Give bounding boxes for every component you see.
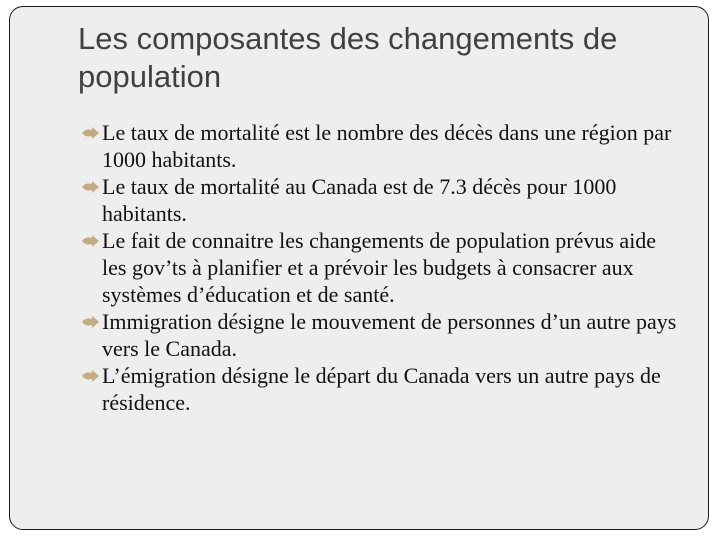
bullet-item bbox=[82, 308, 682, 362]
ornamental-arrow-icon bbox=[82, 127, 99, 139]
ornamental-arrow-icon bbox=[82, 316, 99, 328]
bullet-item bbox=[82, 362, 682, 416]
slide-title: Les composantes des changements de population bbox=[78, 21, 618, 94]
ornamental-arrow-icon bbox=[82, 370, 99, 382]
bullet-text: Immigration désigne le mouvement de personnes d’un autre pays vers le Canada. bbox=[102, 309, 677, 361]
ornamental-arrow-icon bbox=[82, 235, 99, 247]
ornamental-arrow-icon bbox=[82, 181, 99, 193]
bullet-text: L’émigration désigne le départ du Canada vers un autre pays de résidence. bbox=[102, 363, 661, 415]
bullet-item bbox=[82, 227, 682, 308]
bullet-text: Le taux de mortalité au Canada est de 7.3 décès pour 1000 habitants. bbox=[102, 174, 617, 226]
bullet-item bbox=[82, 119, 682, 173]
bullet-text: Le fait de connaitre les changements de population prévus aide les gov’ts à planifier et a prévoir les budgets à consacrer aux systèmes d’éducation et de santé. bbox=[102, 228, 657, 307]
bullet-list bbox=[82, 119, 682, 416]
bullet-text: Le taux de mortalité est le nombre des décès dans une région par 1000 habitants. bbox=[102, 120, 672, 172]
bullet-item bbox=[82, 173, 682, 227]
